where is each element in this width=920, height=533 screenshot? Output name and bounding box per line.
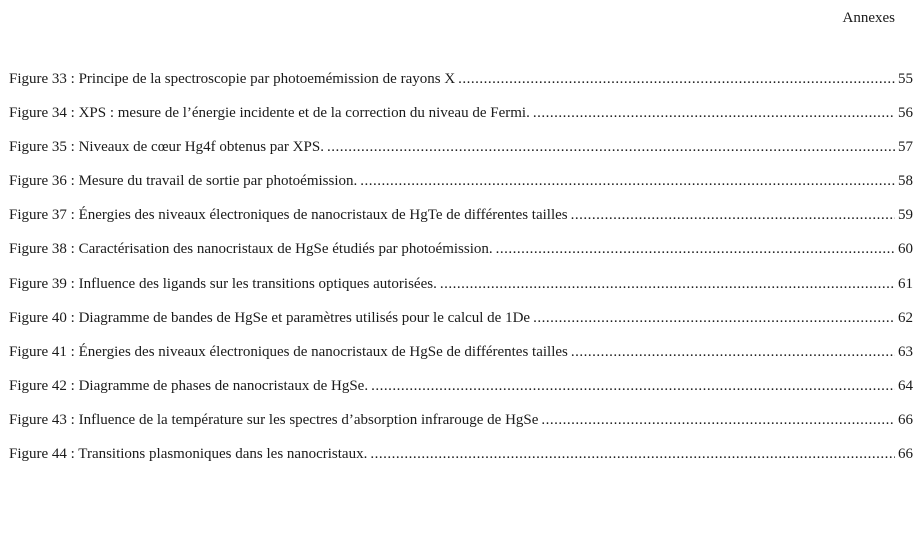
toc-entry-page: 62 <box>898 309 913 326</box>
running-header: Annexes <box>842 10 895 26</box>
dot-leader <box>327 139 895 156</box>
dot-leader <box>571 344 895 361</box>
toc-entry-page: 61 <box>898 275 913 292</box>
toc-entry-title: Figure 39 : Influence des ligands sur les transitions optiques autorisées. <box>9 275 437 292</box>
dot-leader <box>496 241 895 258</box>
dot-leader <box>440 276 895 293</box>
toc-entry-page: 56 <box>898 105 913 122</box>
toc-entry-page: 63 <box>898 343 913 360</box>
toc-entry-title: Figure 41 : Énergies des niveaux électroniques de nanocristaux de HgSe de différentes tailles <box>9 343 568 360</box>
dot-leader <box>533 105 895 122</box>
toc-entry <box>9 71 913 105</box>
toc-entry <box>9 173 913 207</box>
toc-entry-page: 59 <box>898 207 913 224</box>
toc-entry-title: Figure 35 : Niveaux de cœur Hg4f obtenus par XPS. <box>9 139 324 156</box>
toc-entry-title: Figure 34 : XPS : mesure de l’énergie incidente et de la correction du niveau de Fermi. <box>9 105 530 122</box>
toc-entry <box>9 276 913 310</box>
toc-entry <box>9 412 913 446</box>
toc-entry <box>9 446 913 480</box>
toc-entry-title: Figure 44 : Transitions plasmoniques dans les nanocristaux. <box>9 446 368 463</box>
dot-leader <box>360 173 895 190</box>
toc-entry <box>9 344 913 378</box>
dot-leader <box>533 310 895 327</box>
toc-entry-title: Figure 42 : Diagramme de phases de nanocristaux de HgSe. <box>9 377 369 394</box>
dot-leader <box>370 446 895 463</box>
table-of-figures <box>9 71 913 480</box>
toc-entry-page: 55 <box>898 71 913 87</box>
toc-entry <box>9 139 913 173</box>
toc-entry-title: Figure 37 : Énergies des niveaux électroniques de nanocristaux de HgTe de différentes tailles <box>9 207 568 224</box>
toc-entry-title: Figure 33 : Principe de la spectroscopie par photoemémission de rayons X <box>9 71 456 87</box>
toc-entry-title: Figure 43 : Influence de la température sur les spectres d’absorption infrarouge de HgSe <box>9 411 539 428</box>
toc-entry-page: 66 <box>898 446 913 463</box>
toc-entry <box>9 105 913 139</box>
toc-entry-page: 64 <box>898 377 913 394</box>
toc-entry-page: 58 <box>898 173 913 190</box>
toc-entry <box>9 378 913 412</box>
dot-leader <box>541 412 895 429</box>
dot-leader <box>371 378 895 395</box>
toc-entry <box>9 207 913 241</box>
toc-entry-page: 60 <box>898 241 913 258</box>
toc-entry-title: Figure 40 : Diagramme de bandes de HgSe et paramètres utilisés pour le calcul de 1De <box>9 309 531 326</box>
toc-entry-page: 57 <box>898 139 913 156</box>
toc-entry <box>9 310 913 344</box>
dot-leader <box>458 71 895 88</box>
dot-leader <box>571 207 895 224</box>
toc-entry-title: Figure 36 : Mesure du travail de sortie par photoémission. <box>9 173 358 190</box>
toc-entry <box>9 241 913 275</box>
toc-entry-title: Figure 38 : Caractérisation des nanocristaux de HgSe étudiés par photoémission. <box>9 241 493 258</box>
toc-entry-page: 66 <box>898 411 913 428</box>
